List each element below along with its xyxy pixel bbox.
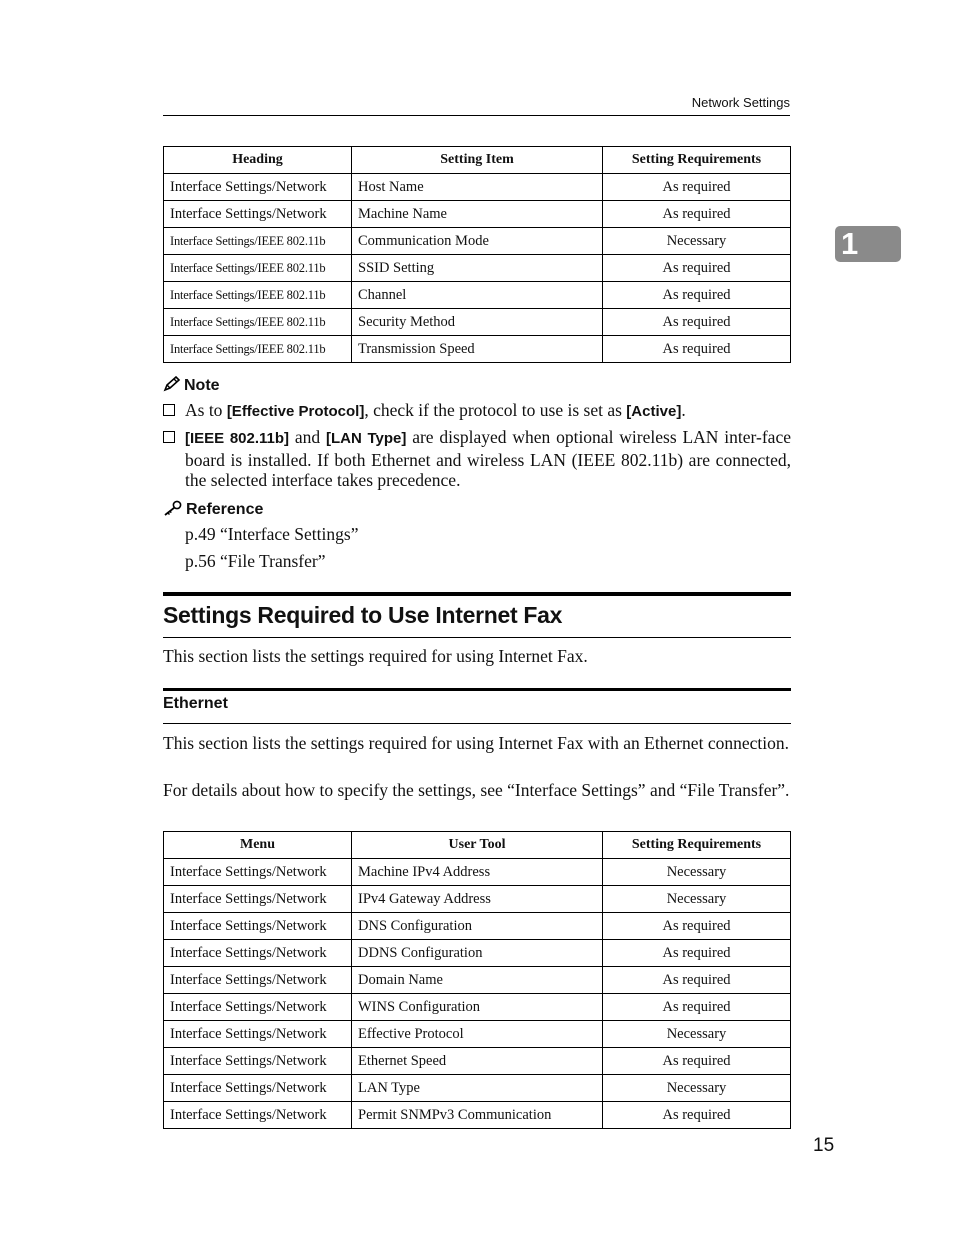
table-cell-requirement: Necessary [603,859,791,886]
table-row [164,1102,791,1129]
note-title: Note [184,377,220,394]
table-cell-setting: Security Method [352,309,603,336]
note-text: As to [185,400,227,420]
note-item [163,400,791,423]
table-cell-menu: Interface Settings/Network [164,1048,352,1075]
reference-title: Reference [186,501,264,518]
table-row [164,309,791,336]
table-cell-heading: Interface Settings/IEEE 802.11b [164,255,352,282]
table-row [164,886,791,913]
table-cell-requirement: Necessary [603,228,791,255]
table-cell-requirement: As required [603,282,791,309]
column-header-setting-requirements: Setting Requirements [603,832,791,859]
table-cell-menu: Interface Settings/Network [164,1021,352,1048]
table-cell-user-tool: DNS Configuration [352,913,603,940]
note-heading [163,376,220,397]
table-cell-user-tool: Domain Name [352,967,603,994]
table-cell-menu: Interface Settings/Network [164,913,352,940]
table-cell-user-tool: Effective Protocol [352,1021,603,1048]
column-header-setting-item: Setting Item [352,147,603,174]
table-row [164,174,791,201]
section-title: Settings Required to Use Internet Fax [163,602,563,628]
table-row [164,1048,791,1075]
subsection-title: Ethernet [163,695,228,712]
table-cell-setting: Channel [352,282,603,309]
table-row [164,913,791,940]
subsection-paragraph: For details about how to specify the settings, see “Interface Settings” and “File Transfer”. [163,780,790,800]
key-icon [163,500,183,521]
keyword-effective-protocol: [Effective Protocol] [226,403,365,420]
table-cell-requirement: As required [603,255,791,282]
table-cell-user-tool: Ethernet Speed [352,1048,603,1075]
column-header-heading: Heading [164,147,352,174]
table-cell-setting: Machine Name [352,201,603,228]
table-row [164,1021,791,1048]
table-cell-requirement: As required [603,940,791,967]
table-cell-menu: Interface Settings/Network [164,967,352,994]
table-cell-setting: Host Name [352,174,603,201]
column-header-setting-requirements: Setting Requirements [603,147,791,174]
page-number: 15 [813,1135,835,1156]
table-cell-requirement: As required [603,309,791,336]
table-cell-requirement: As required [603,913,791,940]
table-header-row [164,147,791,174]
checkbox-bullet-icon [163,404,175,416]
pencil-icon [163,376,181,397]
note-text: . [681,400,686,420]
keyword-lan-type: [LAN Type] [326,430,407,447]
table-cell-menu: Interface Settings/Network [164,1075,352,1102]
table-cell-requirement: As required [603,336,791,363]
table-cell-user-tool: WINS Configuration [352,994,603,1021]
section-underline [163,637,791,638]
table-row [164,967,791,994]
subsection-rule [163,688,791,691]
table-cell-heading: Interface Settings/IEEE 802.11b [164,282,352,309]
subsection-paragraph: This section lists the settings required for using Internet Fax with an Ethernet connection. [163,733,789,753]
note-text: and [289,427,326,447]
table-cell-heading: Interface Settings/IEEE 802.11b [164,228,352,255]
table-row [164,859,791,886]
table-cell-requirement: Necessary [603,1021,791,1048]
table-cell-requirement: As required [603,201,791,228]
table-cell-menu: Interface Settings/Network [164,859,352,886]
table-row [164,228,791,255]
table-row [164,1075,791,1102]
table-cell-requirement: As required [603,174,791,201]
table-cell-menu: Interface Settings/Network [164,886,352,913]
section-intro: This section lists the settings required for using Internet Fax. [163,646,588,666]
keyword-ieee-80211b: [IEEE 802.11b] [185,430,290,447]
note-item [163,427,791,491]
table-cell-user-tool: IPv4 Gateway Address [352,886,603,913]
column-header-user-tool: User Tool [352,832,603,859]
keyword-active: [Active] [626,403,682,420]
internet-fax-settings-table [163,831,791,1129]
table-row [164,994,791,1021]
reference-link-file-transfer[interactable]: p.56 “File Transfer” [185,551,326,571]
table-cell-menu: Interface Settings/Network [164,1102,352,1129]
reference-heading [163,500,263,521]
table-cell-requirement: As required [603,1048,791,1075]
table-row [164,201,791,228]
table-cell-setting: Transmission Speed [352,336,603,363]
table-row [164,336,791,363]
table-cell-requirement: Necessary [603,1075,791,1102]
chapter-tab [835,226,901,262]
table-cell-setting: Communication Mode [352,228,603,255]
table-row [164,282,791,309]
table-cell-requirement: As required [603,994,791,1021]
table-cell-requirement: As required [603,967,791,994]
table-row [164,255,791,282]
table-cell-requirement: Necessary [603,886,791,913]
network-settings-table [163,146,791,363]
running-head: Network Settings [163,95,790,116]
table-cell-user-tool: DDNS Configuration [352,940,603,967]
reference-link-interface-settings[interactable]: p.49 “Interface Settings” [185,524,359,544]
subsection-underline [163,723,791,724]
table-cell-user-tool: Permit SNMPv3 Communication [352,1102,603,1129]
table-cell-heading: Interface Settings/IEEE 802.11b [164,309,352,336]
table-cell-user-tool: LAN Type [352,1075,603,1102]
table-cell-heading: Interface Settings/IEEE 802.11b [164,336,352,363]
table-cell-menu: Interface Settings/Network [164,994,352,1021]
section-rule [163,592,791,596]
note-text: , check if the protocol to use is set as [364,400,627,420]
table-cell-setting: SSID Setting [352,255,603,282]
table-cell-heading: Interface Settings/Network [164,174,352,201]
table-cell-requirement: As required [603,1102,791,1129]
table-header-row [164,832,791,859]
table-cell-menu: Interface Settings/Network [164,940,352,967]
checkbox-bullet-icon [163,431,175,443]
table-cell-user-tool: Machine IPv4 Address [352,859,603,886]
table-cell-heading: Interface Settings/Network [164,201,352,228]
note-text: are displayed when optional wireless LAN inter-face board is installed. If both Ethernet and wireless LAN (IEEE 802.11b) are connected, the selected interface takes precedence. [185,427,791,490]
chapter-number: 1 [841,226,859,261]
table-row [164,940,791,967]
column-header-menu: Menu [164,832,352,859]
